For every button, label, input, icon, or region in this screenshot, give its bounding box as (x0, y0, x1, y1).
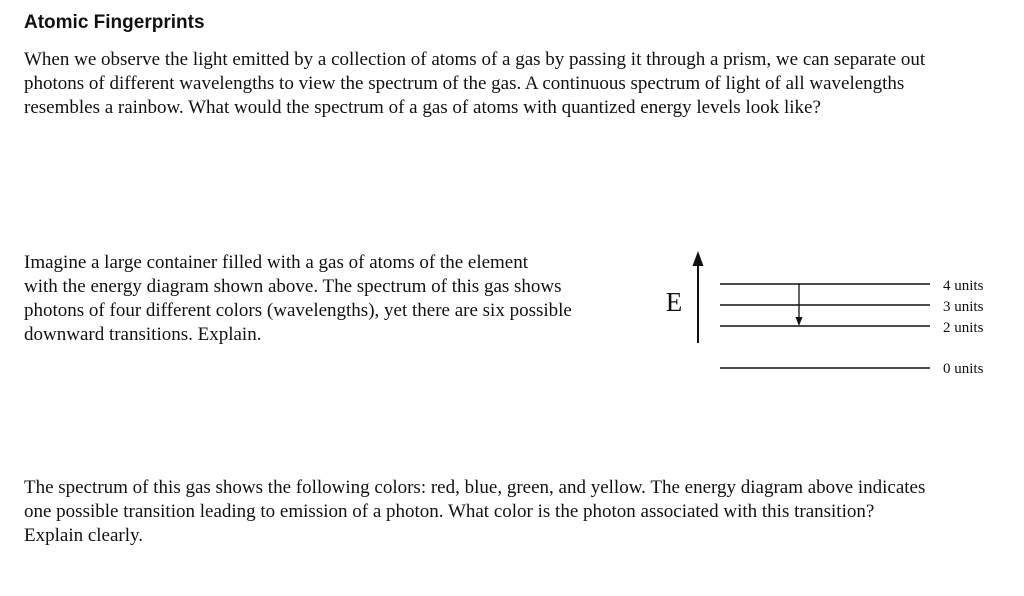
intro-paragraph (24, 48, 999, 120)
energy-level-label: 4 units (943, 278, 984, 294)
intro-line: resembles a rainbow. What would the spectrum of a gas of atoms with quantized energy levels look like? (24, 97, 821, 118)
energy-level-label: 3 units (943, 299, 984, 315)
energy-level-label: 0 units (943, 361, 984, 377)
question1-line: downward transitions. Explain. (24, 324, 262, 345)
section-title: Atomic Fingerprints (24, 12, 205, 33)
question1-line: photons of four different colors (wavelengths), yet there are six possible (24, 300, 572, 321)
question2-line: Explain clearly. (24, 525, 144, 546)
energy-level-diagram (650, 245, 1000, 385)
energy-axis-label: E (665, 287, 683, 317)
energy-axis-arrowhead (693, 251, 704, 266)
question2-line: The spectrum of this gas shows the following colors: red, blue, green, and yellow. The energy diagram above indicates (24, 477, 926, 498)
question2-line: one possible transition leading to emission of a photon. What color is the photon associated with this transition? (24, 501, 875, 522)
question1-paragraph (24, 251, 634, 347)
transition-arrowhead (796, 317, 803, 326)
question1-line: with the energy diagram shown above. The spectrum of this gas shows (24, 276, 562, 297)
energy-level-label: 2 units (943, 320, 984, 336)
intro-line: photons of different wavelengths to view the spectrum of the gas. A continuous spectrum of light of all wavelengths (24, 73, 905, 94)
question1-line: Imagine a large container filled with a gas of atoms of the element (24, 252, 529, 273)
intro-line: When we observe the light emitted by a collection of atoms of a gas by passing it through a prism, we can separate out (24, 49, 926, 70)
question2-paragraph (24, 476, 999, 548)
